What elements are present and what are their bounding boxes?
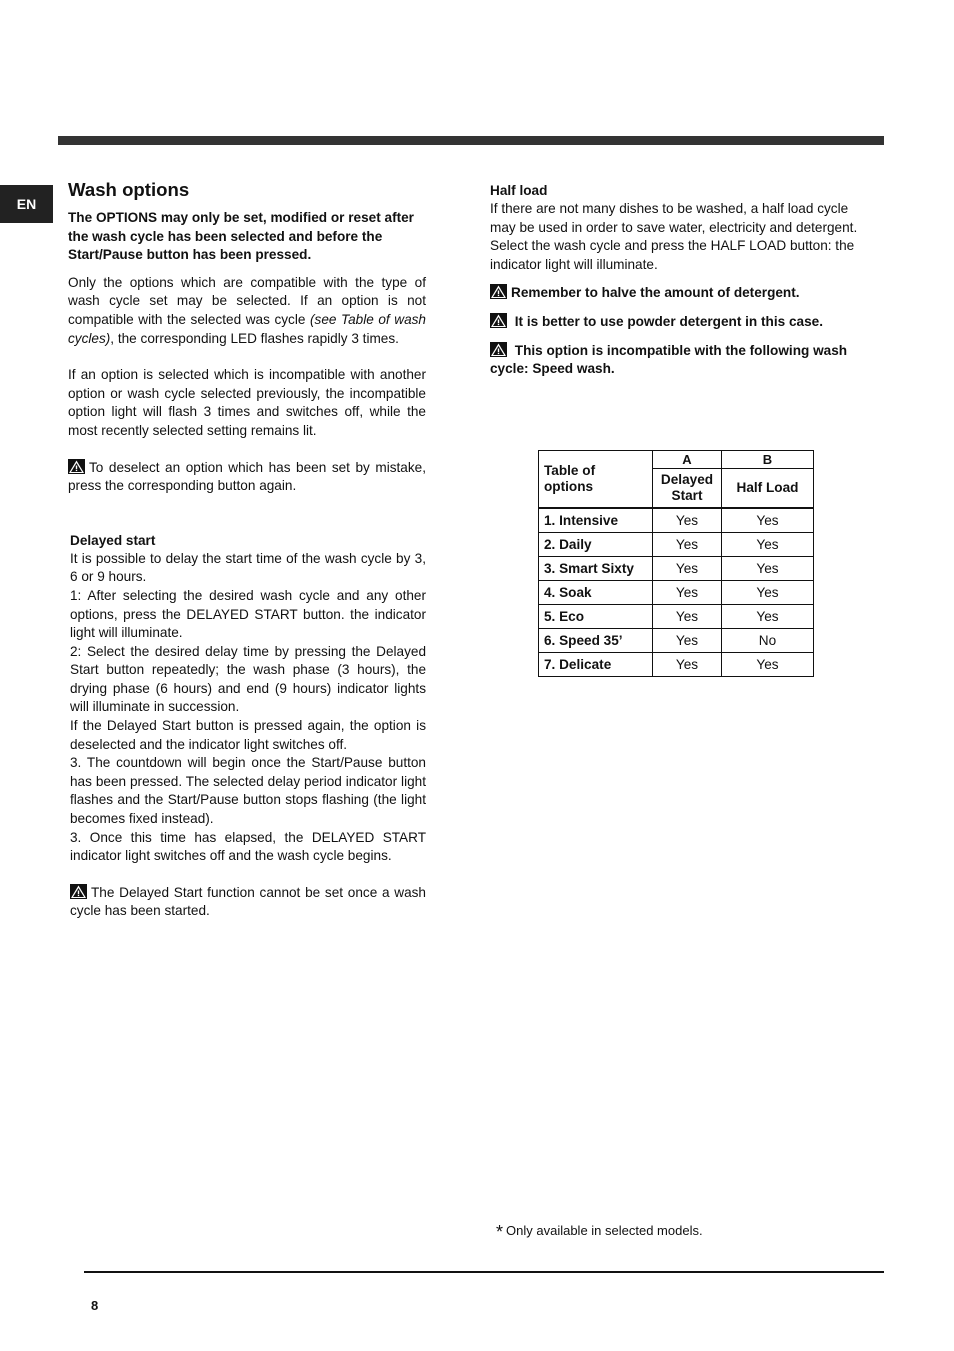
delayed-start-line: 3. The countdown will begin once the Start/Pause button has been pressed. The selected delay period indicator light flashes and the Start/Pause button stops flashing (the light becomes fixed instead). (70, 755, 426, 827)
delayed-start-line: 2: Select the desired delay time by pressing the Delayed Start button repeatedly; the wash phase (3 hours), the drying phase (6 hours) and end (9 hours) indicator lights will illuminate in succession. (70, 643, 426, 715)
cell-delayed-start: Yes (653, 653, 722, 677)
half-load-text: If there are not many dishes to be washed, a half load cycle may be used in order to save water, electricity and detergent. Select the wash cycle and press the HALF LOAD button: the indicator light will illuminate. (490, 201, 858, 272)
warning-incompatible-speed: This option is incompatible with the following wash cycle: Speed wash. (490, 342, 848, 377)
table-row (539, 533, 814, 557)
top-divider (58, 136, 884, 145)
warning-halve-detergent: Remember to halve the amount of detergent. (490, 284, 870, 303)
half-load-title: Half load (490, 183, 548, 198)
table-row (539, 629, 814, 653)
cell-half-load: Yes (722, 581, 814, 605)
cell-delayed-start: Yes (653, 508, 722, 533)
table-row (539, 557, 814, 581)
cell-half-load: Yes (722, 557, 814, 581)
delayed-start-section (68, 532, 426, 921)
delayed-start-title: Delayed start (70, 532, 156, 548)
warning-triangle-icon (490, 284, 507, 299)
column-a-name: Delayed Start (653, 469, 722, 509)
cell-delayed-start: Yes (653, 605, 722, 629)
table-title: Table of options (539, 451, 653, 509)
note-deselect: To deselect an option which has been set by mistake, press the corresponding button again. (68, 459, 426, 494)
cell-half-load: Yes (722, 533, 814, 557)
row-label: 4. Soak (539, 581, 653, 605)
cell-half-load: Yes (722, 605, 814, 629)
table-row (539, 581, 814, 605)
cell-delayed-start: Yes (653, 629, 722, 653)
footnote-text: Only available in selected models. (506, 1223, 703, 1238)
table-row (539, 508, 814, 533)
left-column (68, 178, 426, 921)
page-number: 8 (91, 1298, 99, 1313)
cell-half-load: Yes (722, 508, 814, 533)
column-a-letter: A (653, 451, 722, 469)
cell-delayed-start: Yes (653, 581, 722, 605)
footnote (496, 1222, 703, 1243)
warning-triangle-icon (70, 884, 87, 899)
language-tab: EN (0, 185, 53, 223)
paragraph-incompatible-option: If an option is selected which is incompatible with another option or wash cycle selected previously, the incompatible option light will flash 3 times and switches off, while the most recently selected setting remains lit. (68, 367, 426, 438)
row-label: 1. Intensive (539, 508, 653, 533)
delayed-start-line: 3. Once this time has elapsed, the DELAYED START indicator light switches off and the wash cycle begins. (70, 829, 426, 864)
delayed-start-line: If the Delayed Start button is pressed again, the option is deselected and the indicator light switches off. (70, 718, 426, 752)
delayed-start-line: 1: After selecting the desired wash cycle and any other options, press the DELAYED START button. the indicator light will illuminate. (70, 587, 426, 641)
section-title: Wash options (68, 179, 190, 200)
cell-delayed-start: Yes (653, 533, 722, 557)
note-delayed-start: The Delayed Start function cannot be set once a wash cycle has been started. (70, 884, 426, 919)
cell-delayed-start: Yes (653, 557, 722, 581)
column-b-letter: B (722, 451, 814, 469)
warning-triangle-icon (68, 459, 85, 474)
row-label: 2. Daily (539, 533, 653, 557)
intro-bold-text: The OPTIONS may only be set, modified or reset after the wash cycle has been selected and before the Start/Pause button has been pressed. (68, 210, 414, 263)
row-label: 5. Eco (539, 605, 653, 629)
row-label: 3. Smart Sixty (539, 557, 653, 581)
bottom-divider (84, 1271, 884, 1273)
right-column (490, 182, 870, 389)
paragraph-compatible-options: Only the options which are compatible with the type of wash cycle set may be selected. If an option is not compatible with the selected was cycle (see Table of wash cycles), the corresponding LED flashes rapidly 3 times. (68, 274, 426, 346)
delayed-start-line: It is possible to delay the start time of the wash cycle by 3, 6 or 9 hours. (70, 550, 426, 585)
warning-triangle-icon (490, 313, 507, 328)
row-label: 6. Speed 35’ (539, 629, 653, 653)
cell-half-load: Yes (722, 653, 814, 677)
table-row (539, 605, 814, 629)
cell-half-load: No (722, 629, 814, 653)
see-table-reference: (see Table of wash cycles) (68, 311, 426, 346)
row-label: 7. Delicate (539, 653, 653, 677)
warning-powder-detergent: It is better to use powder detergent in this case. (490, 313, 870, 332)
footnote-asterisk: * (496, 1222, 504, 1242)
warning-triangle-icon (490, 342, 507, 357)
table-row (539, 653, 814, 677)
column-b-name: Half Load (722, 469, 814, 509)
options-table (538, 450, 814, 677)
